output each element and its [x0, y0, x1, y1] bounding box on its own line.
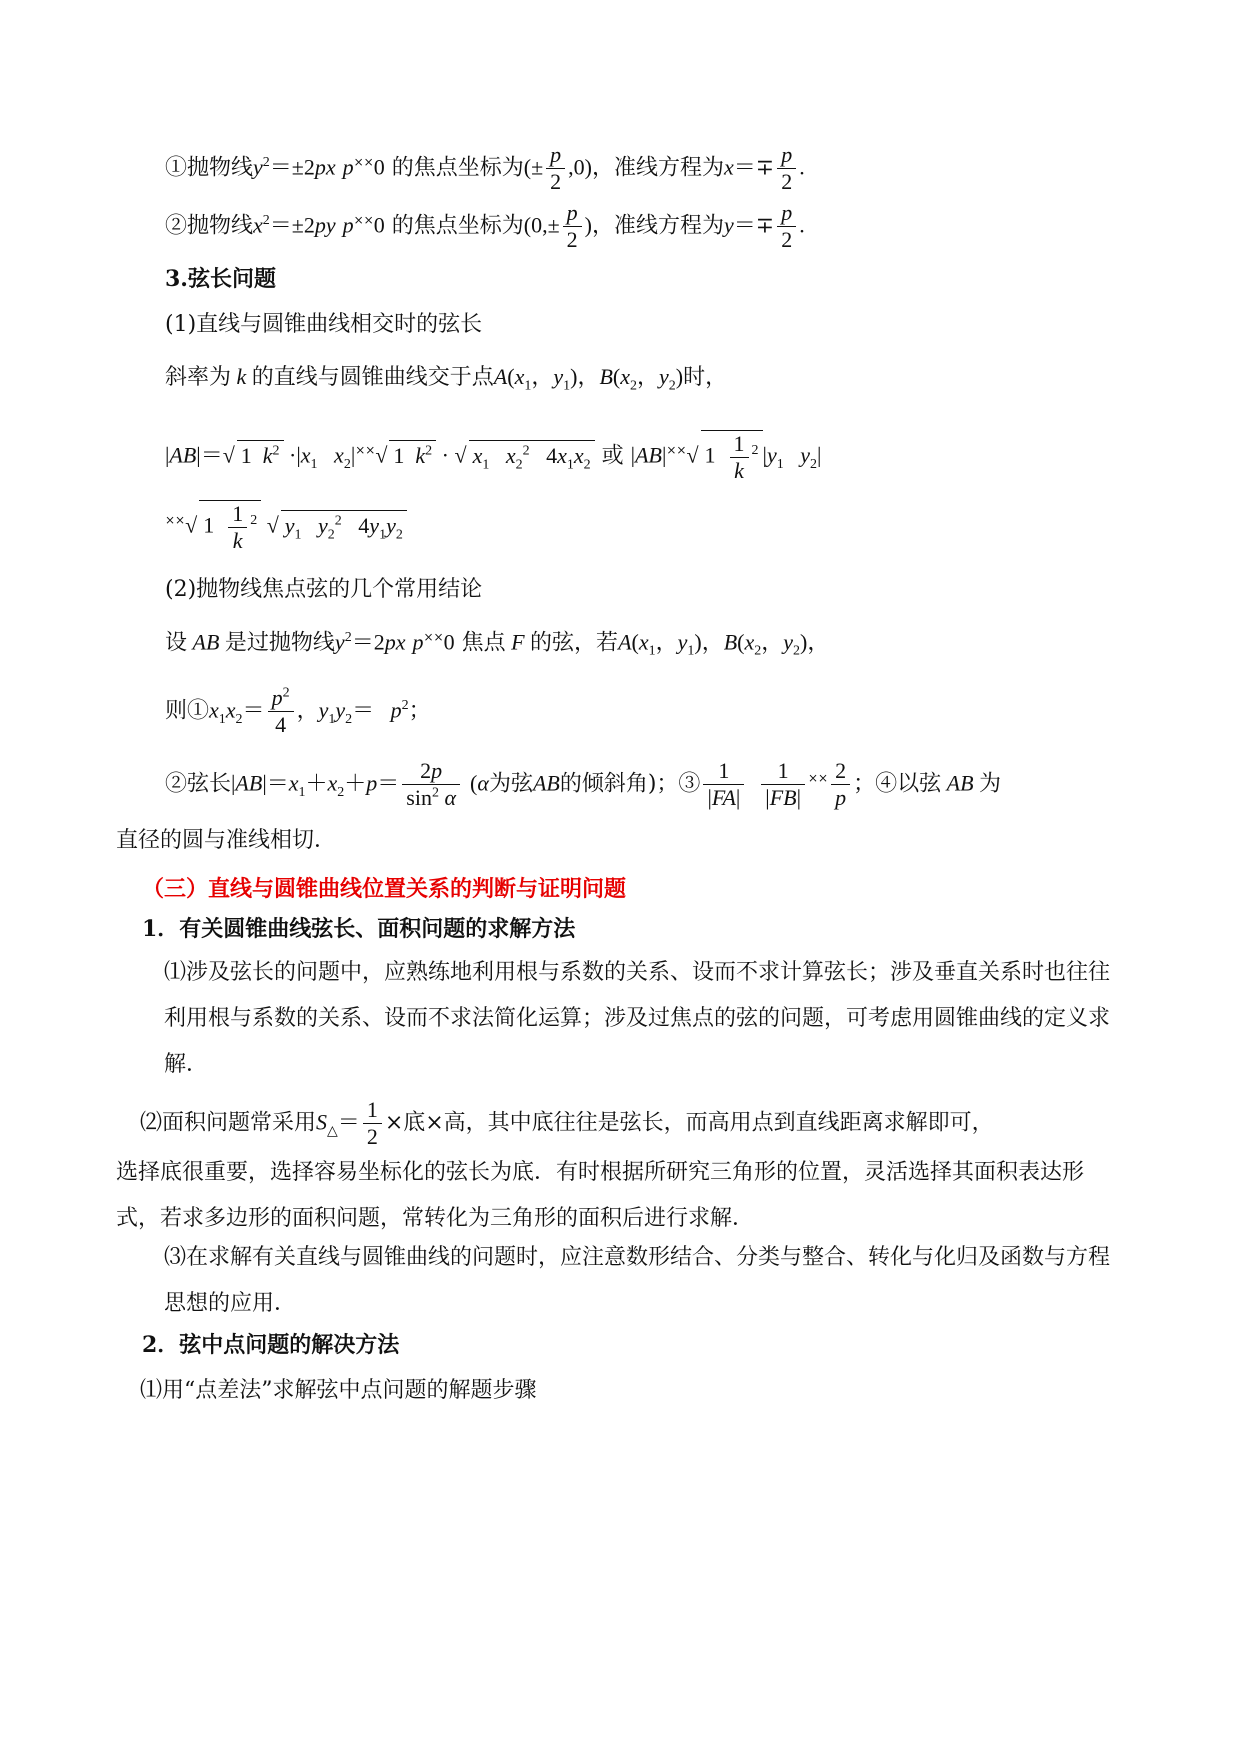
text: 的直线与圆锥曲线交于点: [251, 365, 494, 390]
text: 为弦: [488, 771, 533, 797]
text: ⑵面积问题常采用: [140, 1110, 317, 1136]
section-heading-2: 2．弦中点问题的解决方法: [142, 1332, 400, 1358]
section-heading-1: 1．有关圆锥曲线弦长、面积问题的求解方法: [142, 916, 576, 942]
text: 或: [601, 443, 624, 469]
text: 时，: [683, 365, 728, 390]
paragraph-2-line-1: ⑵面积问题常采用$S_\triangle=$ $\frac{1}{2}$ ×底×高，其中底往往是弦长，而高用点到直线距离求解即可，: [140, 1097, 994, 1149]
conclusion-1: 则$①x_1x_2=$ $\frac{p^2}{4}$ ，$y_1y_2= p^2$；: [165, 685, 431, 737]
text: 的焦点坐标为: [391, 155, 524, 181]
paragraph-text: ⑶在求解有关直线与圆锥曲线的问题时，应注意数形结合、分类与整合、转化与化归及函数与方程思想的应用．: [164, 1245, 1111, 1316]
heading-chord-length: 3.弦长问题: [165, 266, 276, 292]
subheading-1: (1)直线与圆锥曲线相交时的弦长: [165, 312, 483, 337]
text: 是过抛物线: [224, 630, 335, 656]
text: ；④以弦: [853, 771, 942, 797]
subheading-2: (2)抛物线焦点弦的几个常用结论: [165, 577, 483, 602]
text: 设: [165, 630, 188, 656]
paragraph-3: [116, 1235, 1126, 1327]
paragraph-4: ⑴用“点差法”求解弦中点问题的解题步骤: [140, 1378, 537, 1403]
text: ②抛物线: [165, 213, 254, 239]
conclusion-2: ②弦长$|AB|=x_1+x_2+p=$ $\frac{2p}{\sin^2 \alpha}$ (α为弦AB的倾斜角)；③ $\frac{1}{|FA|}$ $\frac{1}{|FB|}$ ×× $\frac{2}{p}$ ；④以弦 AB 为: [165, 758, 1002, 810]
text: 的焦点坐标为: [391, 213, 524, 239]
text: 焦点: [461, 630, 506, 656]
text: 斜率为: [165, 365, 232, 390]
conclusion-2-tail: 直径的圆与准线相切．: [116, 828, 337, 853]
parabola-line-2: ②抛物线$x^2=\pm 2py$ p××0 的焦点坐标为(0,± $\frac{p}{2}$ )，准线方程为y＝∓ $\frac{p}{2}$ .: [165, 200, 805, 252]
text: ，准线方程为: [591, 213, 724, 239]
paragraph-1: [116, 950, 1126, 1088]
paragraph-text: 选择底很重要，选择容易坐标化的弦长为底．有时根据所研究三角形的位置，灵活选择其面积表达形式，若求多边形的面积问题，常转化为三角形的面积后进行求解．: [116, 1160, 1085, 1231]
text: ×底×高，其中底往往是弦长，而高用点到直线距离求解即可，: [384, 1110, 994, 1136]
text: ，准线方程为: [591, 155, 724, 181]
text: 则①: [165, 698, 210, 724]
chord-formula-1: |AB|＝√ 1 $k^2 \cdot|x_1$ $x_2|^{\times\times}√$ 1 $k^2$ · √ $x_1$ $x_2^2$ $4x_1x_2$ 或 |AB|××√ 1 $\frac{1}{k}$ $^2$ $|y_1$ $y_2|$: [165, 431, 822, 483]
paragraph-2-rest: [116, 1150, 1126, 1242]
parabola-line-1: ①抛物线$y^2=\pm 2px$ p××0 的焦点坐标为(± $\frac{p}{2}$ ,0)，准线方程为x＝∓ $\frac{p}{2}$ .: [165, 142, 805, 194]
paragraph-text: ⑴涉及弦长的问题中，应熟练地利用根与系数的关系、设而不求计算弦长；涉及垂直关系时也往往利用根与系数的关系、设而不求法简化运算；涉及过焦点的弦的问题，可考虑用圆锥曲线的定义求解．: [164, 960, 1111, 1077]
text: ①抛物线: [165, 155, 254, 181]
text: 为: [979, 771, 1002, 797]
focal-chord-line: 设 AB 是过抛物线$y^2=2px$ p××0 焦点 F 的弦，若$A(x_1$，$y_1$)，$B(x_2$，$y_2$)，: [165, 629, 830, 659]
slope-line: 斜率为 k 的直线与圆锥曲线交于点$A(x_1$，$y_1$)，$B(x_2$，$y_2$)时，: [165, 364, 728, 394]
text: 的倾斜角)；③: [559, 771, 701, 797]
chord-formula-2: ××√ 1 $\frac{1}{k}$ $^2$ √ $y_1$ $y_2^2$ $4y_1y_2$: [165, 500, 407, 554]
text: ②弦长: [165, 771, 232, 797]
section-title: （三）直线与圆锥曲线位置关系的判断与证明问题: [142, 876, 627, 902]
text: 的弦，若: [530, 630, 619, 656]
